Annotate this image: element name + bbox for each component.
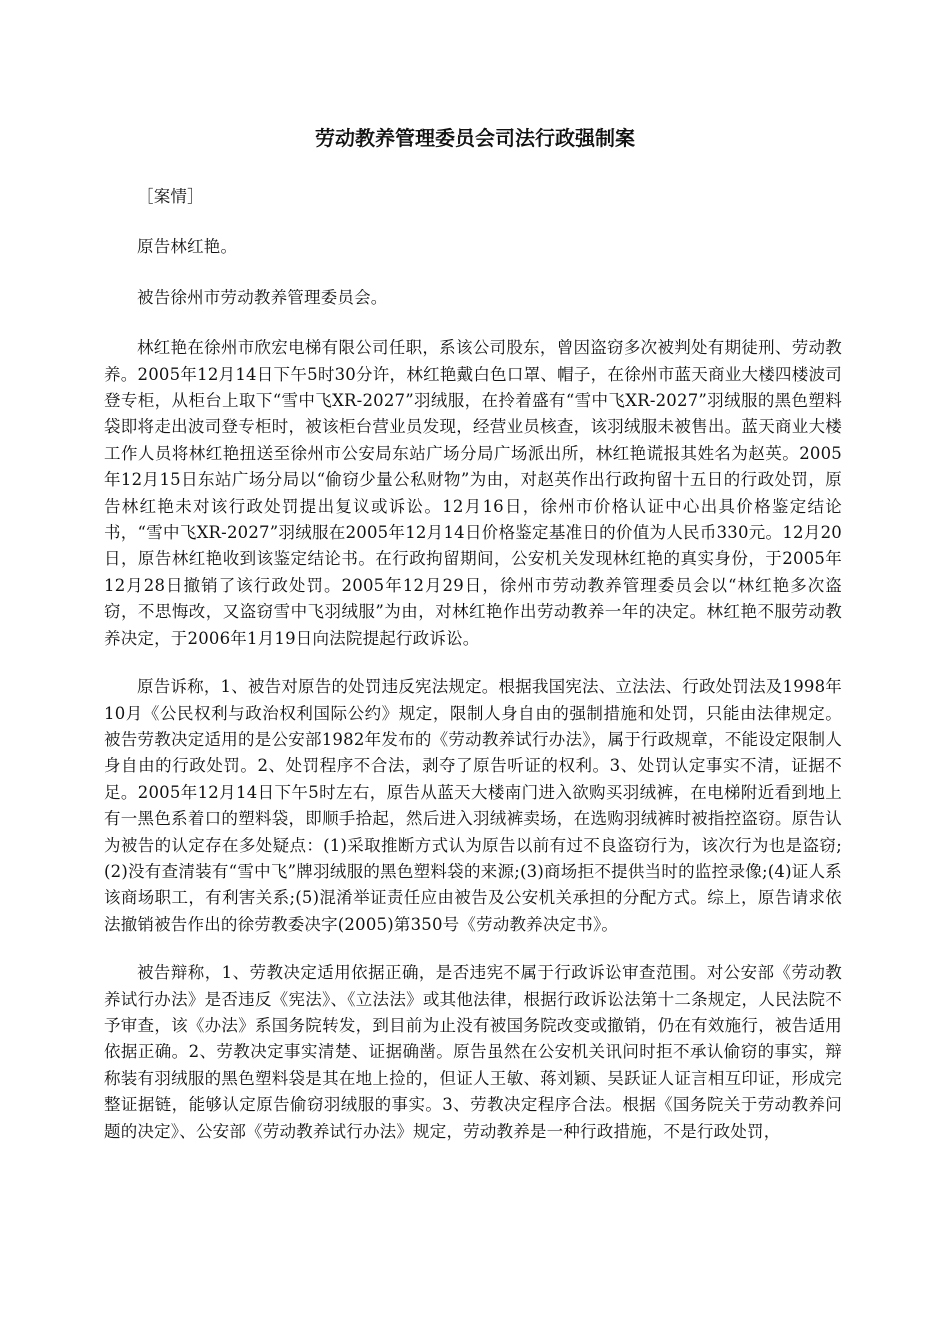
plaintiff-claims-paragraph: 原告诉称，1、被告对原告的处罚违反宪法规定。根据我国宪法、立法法、行政处罚法及1998年10月《公民权利与政治权利国际公约》规定，限制人身自由的强制措施和处罚，只能由法律规定。被告劳教决定适用的是公安部1982年发布的《劳动教养试行办法》，属于行政规章，不能设定限制人身自由的行政处罚。2、处罚程序不合法，剥夺了原告听证的权利。3、处罚认定事实不清，证据不足。2005年12月14日下午5时左右，原告从蓝天大楼南门进入欲购买羽绒裤，在电梯附近看到地上有一黑色系着口的塑料袋，即顺手拾起，然后进入羽绒裤卖场，在选购羽绒裤时被指控盗窃。原告认为被告的认定存在多处疑点：(1)采取推断方式认为原告以前有过不良盗窃行为，该次行为也是盗窃;(2)没有查清装有“雪中飞”牌羽绒服的黑色塑料袋的来源;(3)商场拒不提供当时的监控录像;(4)证人系该商场职工，有利害关系;(5)混淆举证责任应由被告及公安机关承担的分配方式。综上，原告请求依法撤销被告作出的徐劳教委决字(2005)第350号《劳动教养决定书》。	[104, 677, 842, 934]
defendant-defense-paragraph: 被告辩称，1、劳教决定适用依据正确，是否违宪不属于行政诉讼审查范围。对公安部《劳动教养试行办法》是否违反《宪法》、《立法法》或其他法律，根据行政诉讼法第十二条规定，人民法院不予审查，该《办法》系国务院转发，到目前为止没有被国务院改变或撤销，仍在有效施行，被告适用依据正确。2、劳教决定事实清楚、证据确凿。原告虽然在公安机关讯问时拒不承认偷窃的事实，辩称装有羽绒服的黑色塑料袋是其在地上捡的，但证人王敏、蒋刘颖、吴跃证人证言相互印证，形成完整证据链，能够认定原告偷窃羽绒服的事实。3、劳教决定程序合法。根据《国务院关于劳动教养问题的决定》、公安部《劳动教养试行办法》规定，劳动教养是一种行政措施，不是行政处罚，	[104, 963, 842, 1141]
section-heading-case: ［案情］	[137, 187, 204, 206]
case-facts-paragraph: 林红艳在徐州市欣宏电梯有限公司任职，系该公司股东，曾因盗窃多次被判处有期徒刑、劳动教养。2005年12月14日下午5时30分许，林红艳戴白色口罩、帽子，在徐州市蓝天商业大楼四楼波司登专柜，从柜台上取下“雪中飞XR-2027”羽绒服，在拎着盛有“雪中飞XR-2027”羽绒服的黑色塑料袋即将走出波司登专柜时，被该柜台营业员发现，经营业员核查，该羽绒服未被售出。蓝天商业大楼工作人员将林红艳扭送至徐州市公安局东站广场分局广场派出所，林红艳谎报其姓名为赵英。2005年12月15日东站广场分局以“偷窃少量公私财物”为由，对赵英作出行政拘留十五日的行政处罚，原告林红艳未对该行政处罚提出复议或诉讼。12月16日，徐州市价格认证中心出具价格鉴定结论书，“雪中飞XR-2027”羽绒服在2005年12月14日价格鉴定基准日的价值为人民币330元。12月20日，原告林红艳收到该鉴定结论书。在行政拘留期间，公安机关发现林红艳的真实身份，于2005年12月28日撤销了该行政处罚。2005年12月29日，徐州市劳动教养管理委员会以“林红艳多次盗窃，不思悔改，又盗窃雪中飞羽绒服”为由，对林红艳作出劳动教养一年的决定。林红艳不服劳动教养决定，于2006年1月19日向法院提起行政诉讼。	[104, 338, 842, 648]
document-body	[104, 184, 842, 1167]
plaintiff-line: 原告林红艳。	[137, 237, 238, 257]
page-title: 劳动教养管理委员会司法行政强制案	[315, 126, 635, 150]
defendant-line: 被告徐州市劳动教养管理委员会。	[137, 287, 388, 307]
